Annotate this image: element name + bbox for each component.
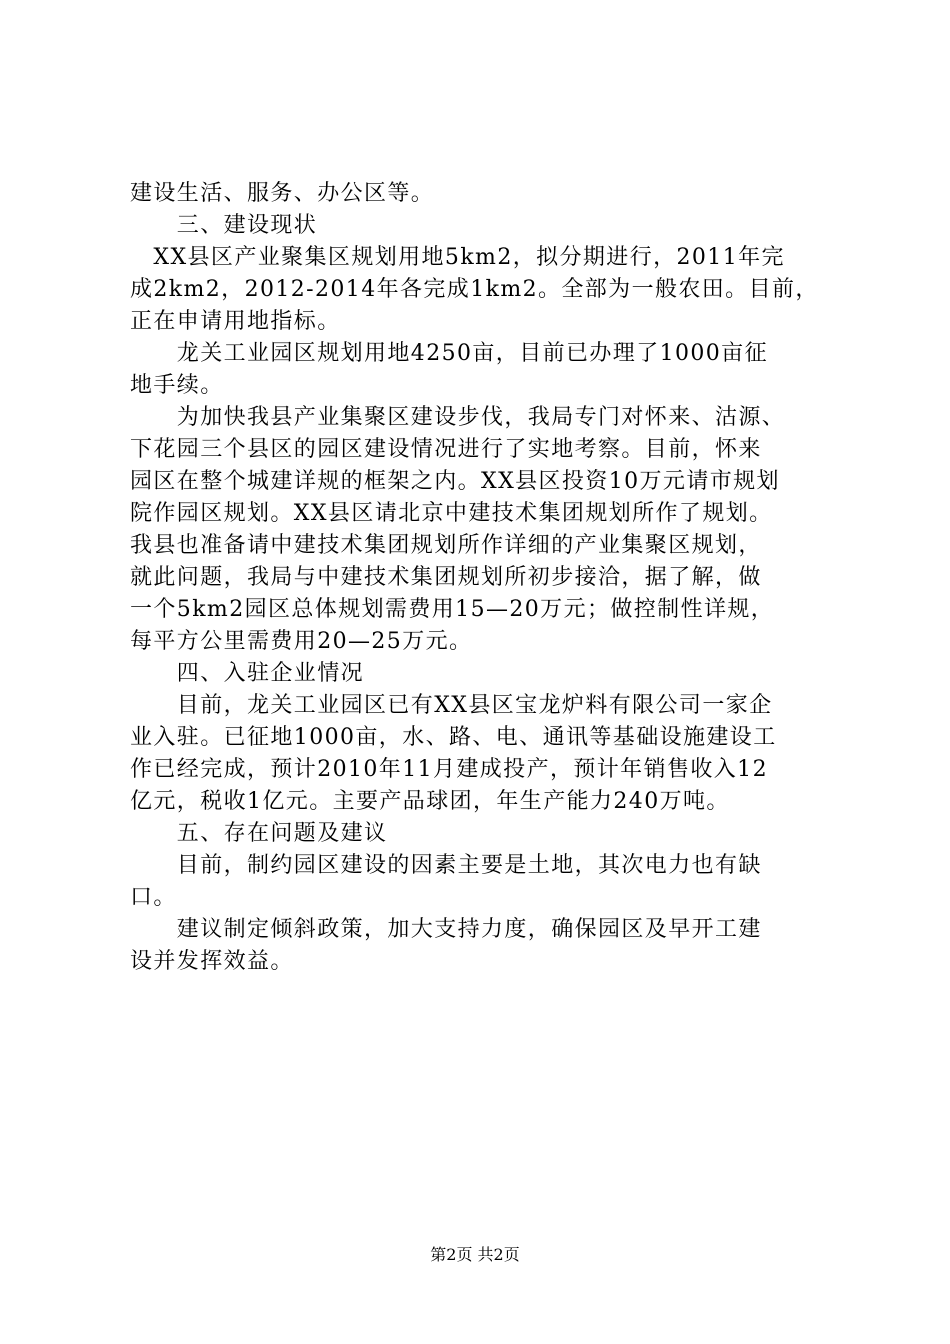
section-heading: 三、建设现状	[130, 213, 318, 238]
text-line: 我县也准备请中建技术集团规划所作详细的产业集聚区规划，	[130, 533, 762, 558]
text-line: 口。	[130, 885, 177, 910]
text-line: 成2km2，2012-2014年各完成1km2。全部为一般农田。目前，	[130, 277, 819, 302]
text-line: 院作园区规划。XX县区请北京中建技术集团规划所作了规划。	[130, 501, 773, 526]
text-line: XX县区产业聚集区规划用地5km2，拟分期进行，2011年完	[130, 245, 785, 270]
text-line: 下花园三个县区的园区建设情况进行了实地考察。目前，怀来	[130, 437, 762, 462]
text-line: 目前，制约园区建设的因素主要是土地，其次电力也有缺	[130, 853, 762, 878]
text-line: 一个5km2园区总体规划需费用15—20万元；做控制性详规，	[130, 597, 775, 622]
text-line: 目前，龙关工业园区已有XX县区宝龙炉料有限公司一家企	[130, 693, 773, 718]
text-line: 亿元，税收1亿元。主要产品球团，年生产能力240万吨。	[130, 789, 730, 814]
text-line: 作已经完成，预计2010年11月建成投产，预计年销售收入12	[130, 757, 768, 782]
text-line: 每平方公里需费用20—25万元。	[130, 629, 473, 654]
text-line: 就此问题，我局与中建技术集团规划所初步接洽，据了解，做	[130, 565, 762, 590]
section-heading: 四、入驻企业情况	[130, 661, 365, 686]
section-heading: 五、存在问题及建议	[130, 821, 388, 846]
text-line: 园区在整个城建详规的框架之内。XX县区投资10万元请市规划	[130, 469, 780, 494]
page-footer: 第2页 共2页	[430, 1245, 520, 1264]
text-line: 建设生活、服务、办公区等。	[130, 181, 435, 206]
text-line: 龙关工业园区规划用地4250亩，目前已办理了1000亩征	[130, 341, 768, 366]
text-line: 为加快我县产业集聚区建设步伐，我局专门对怀来、沽源、	[130, 405, 786, 430]
text-line: 正在申请用地指标。	[130, 309, 341, 334]
text-line: 业入驻。已征地1000亩，水、路、电、通讯等基础设施建设工	[130, 725, 777, 750]
text-line: 建议制定倾斜政策，加大支持力度，确保园区及早开工建	[130, 917, 762, 942]
text-line: 地手续。	[130, 373, 224, 398]
text-line: 设并发挥效益。	[130, 949, 294, 974]
